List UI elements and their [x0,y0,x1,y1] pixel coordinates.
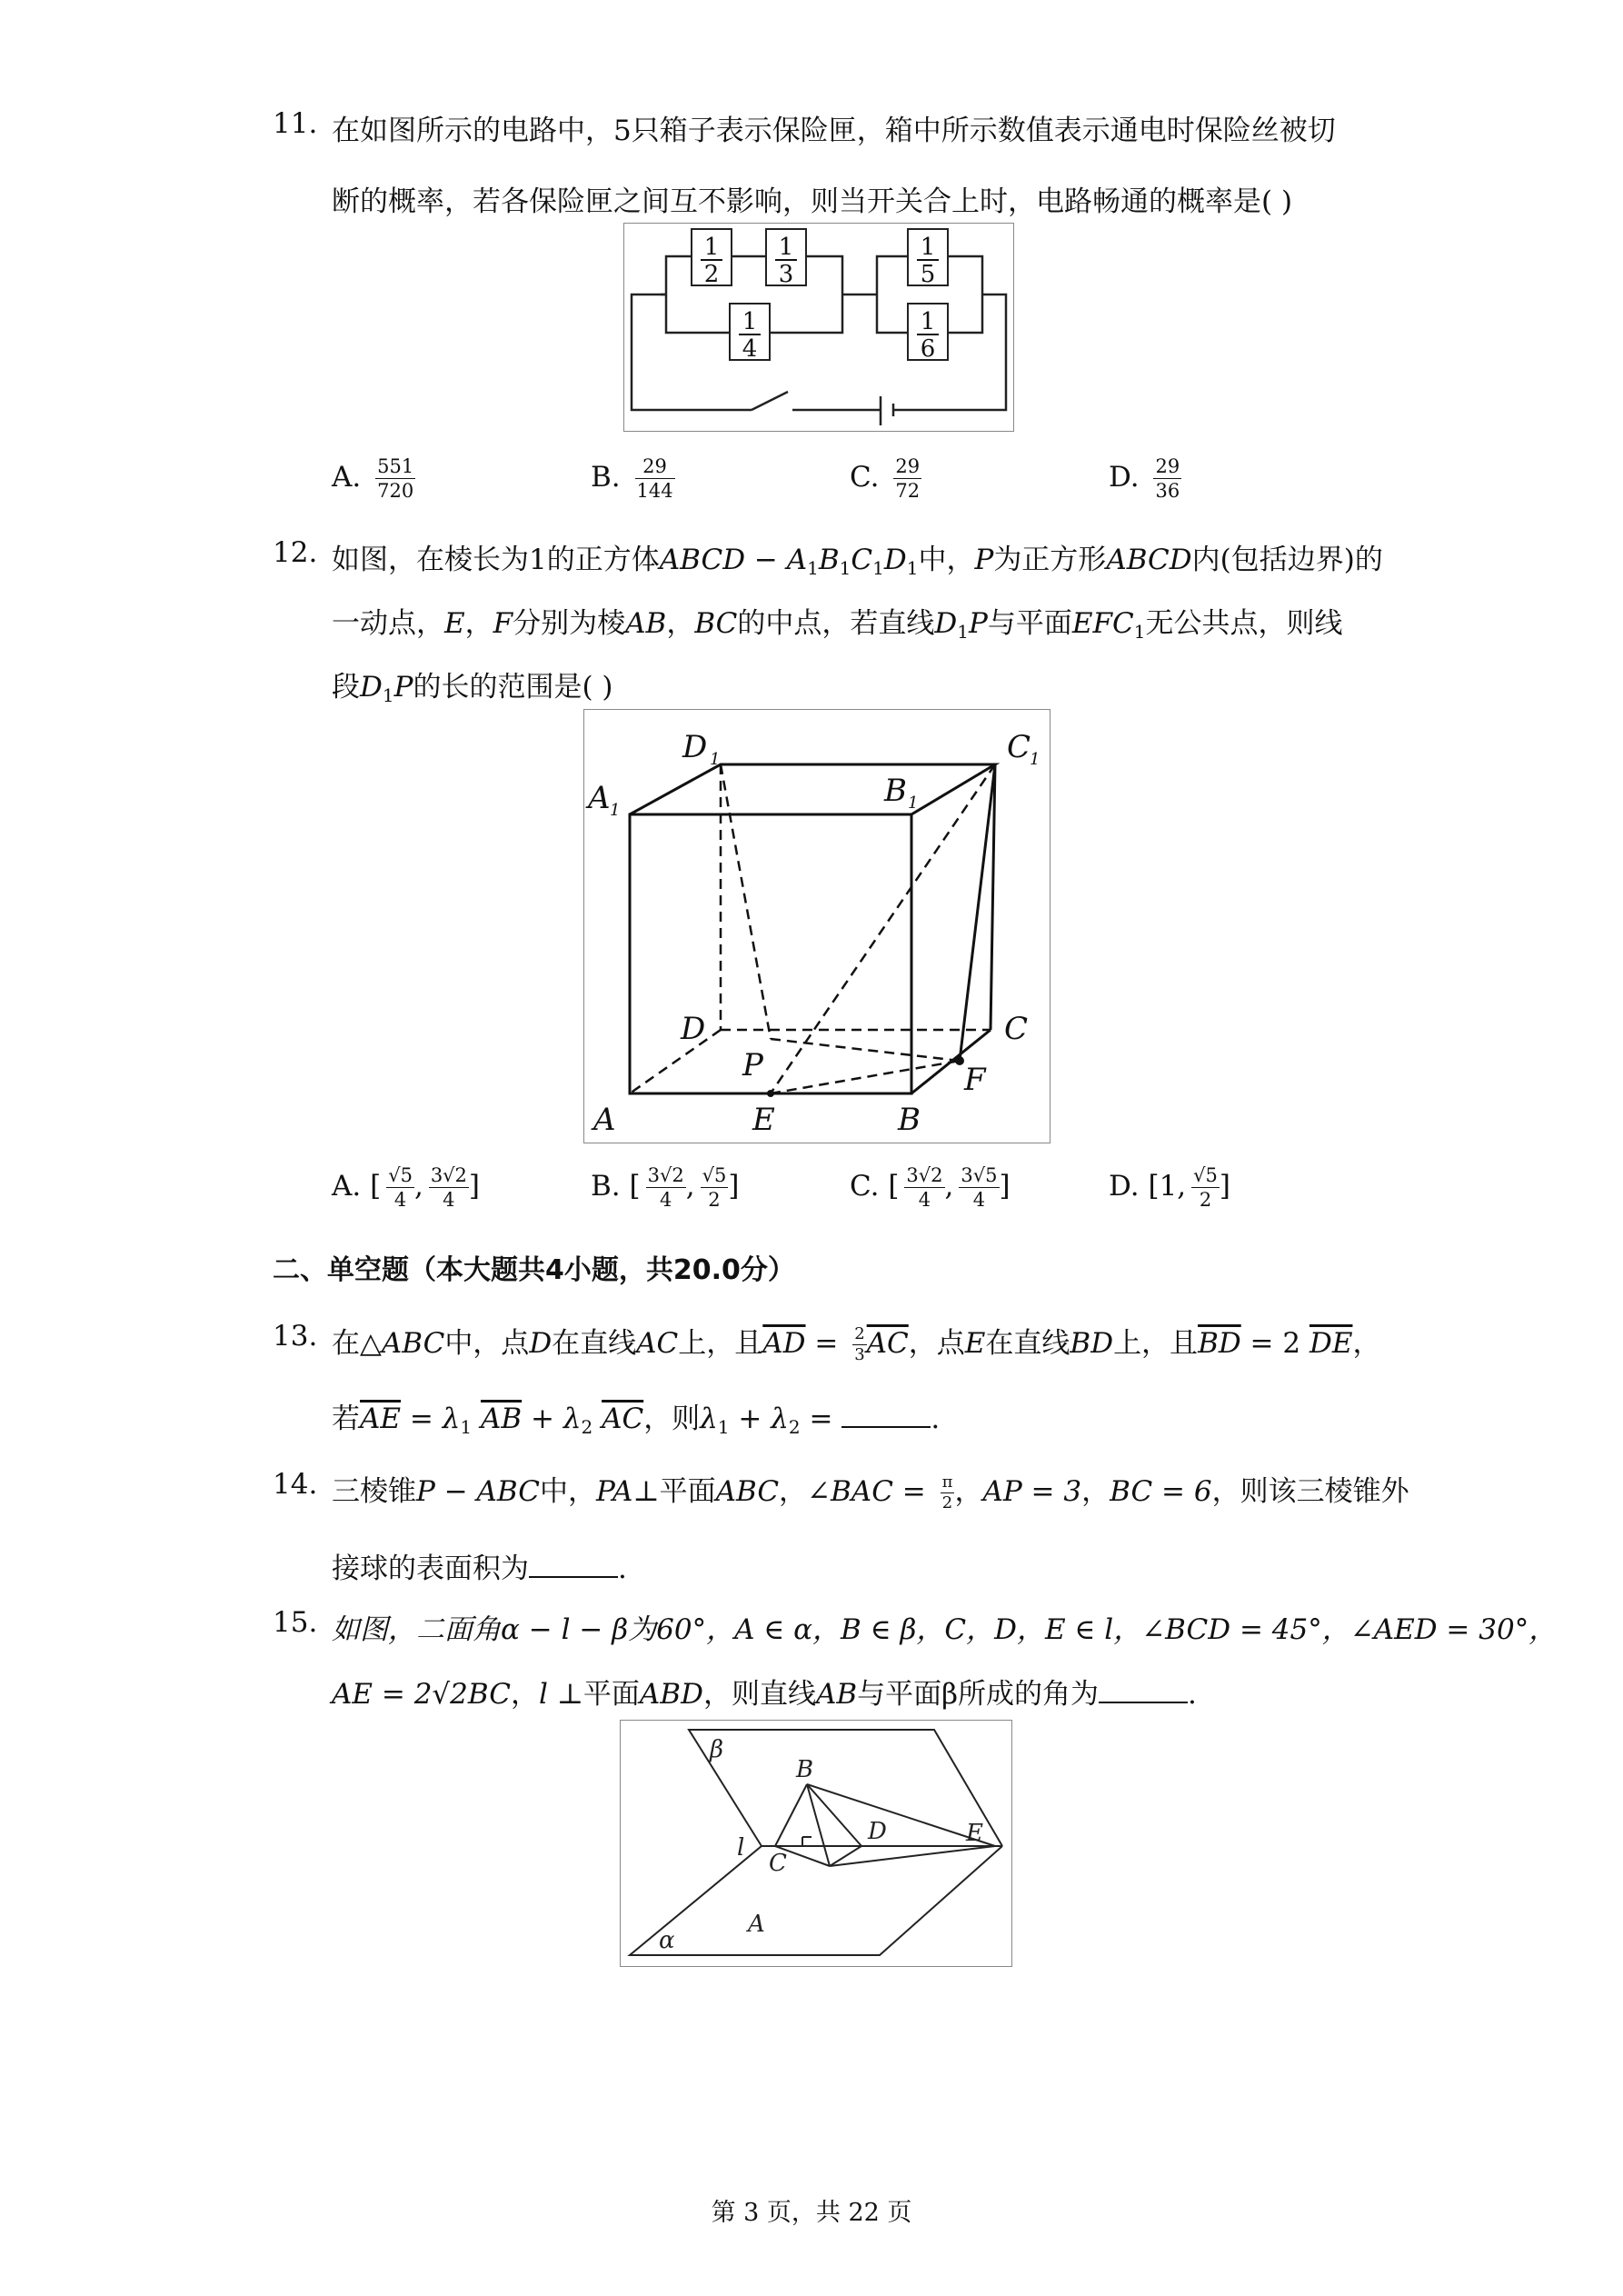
q15-label-c: C [769,1850,787,1877]
q12-label-c1-sub: 1 [1030,750,1041,769]
q11-option-c[interactable] [850,454,921,503]
q12-option-a-hi-den: 4 [443,1189,455,1211]
q12-option-b-lo-num: 3√2 [647,1164,684,1186]
q12-label-e: E [752,1102,775,1138]
q13-line2-b: ，则 [643,1403,701,1435]
q12-option-c-label: C. [850,1170,880,1203]
q12-label-p: P [742,1047,763,1083]
q13-line1-g: 上，且 [1113,1327,1199,1360]
q12-option-b-label: B. [591,1170,621,1203]
q11-box4-num: 1 [920,234,936,261]
q12-line2-b: 分别为棱 [513,607,626,640]
q11-option-a-num: 551 [377,455,414,477]
q12-line3-a: 段 [332,671,360,704]
page-footer: 第 3 页，共 22 页 [711,2199,912,2227]
q15-label-d: D [868,1818,887,1845]
q14-line2-text: 接球的表面积为 [332,1552,529,1585]
q12-option-a-hi-num: 3√2 [430,1164,467,1186]
q15-line2-b: ， [510,1678,539,1711]
q15-line2-d: ⊥平面 [547,1678,640,1711]
q14-line1-e: ， [954,1475,983,1508]
q14-line1-d: ，∠ [779,1475,831,1508]
q12-label-c1: C [1007,729,1031,765]
q11-box5-num: 1 [920,308,936,335]
q12-label-c: C [1004,1011,1029,1047]
q11-box3-num: 1 [742,308,758,335]
q14-line1: 三棱锥P − ABC中，PA⊥平面ABC，∠BAC = $\frac{\pi}{2}$ ，AP = 3，BC = 6，则该三棱锥外 [332,1472,1409,1512]
q12-option-a[interactable]: A. [ $\frac{√5}{4}$ , $\frac{3√2}{4}$ ] [332,1164,481,1211]
q11-option-c-label: C. [850,461,880,494]
q12-option-c[interactable]: C. [ $\frac{3√2}{4}$ , $\frac{3√5}{4}$ ] [850,1164,1011,1211]
q12-label-d1: D [682,729,708,765]
q12-option-b-hi-den: 2 [708,1189,721,1211]
q13-line1: 在△ABC中，点D在直线AC上，且$\overline{AD}$ = $\frac{2}{3}$ $\overline{AC}$，点E在直线BD上，且$\overline{BD} = 2$ $\overline{DE}$， [332,1324,1381,1364]
q12-label-a: A [593,1102,616,1138]
q13-line1-b: 中，点 [444,1327,530,1360]
q15-line2-a: AE = 2√2BC [332,1678,511,1711]
q12-cube-figure [583,709,1050,1143]
q12-option-c-lo-den: 4 [918,1189,931,1211]
section-heading: 二、单空题（本大题共4小题，共20.0分） [273,1254,795,1286]
q13-line1-a: 在△ [332,1327,382,1360]
q11-box3-den: 4 [742,335,758,363]
q12-label-a1-sub: 1 [610,801,621,820]
q14-line1-c: ⊥平面 [632,1475,716,1508]
q11-option-d-num: 29 [1155,455,1180,477]
q15-label-e: E [966,1820,983,1847]
q11-box1-num: 1 [703,234,720,261]
q14-bc: BC = 6 [1110,1475,1212,1508]
q15-answer-blank[interactable] [1099,1678,1188,1703]
q15-line2-c: l [538,1678,548,1711]
q11-box1-den: 2 [703,261,720,288]
q12-line1-d: 内(包括边界)的 [1191,544,1383,576]
q11-box2-den: 3 [778,261,794,288]
q12-option-b-lo-den: 4 [659,1189,672,1211]
q14-line1-g: ，则该三棱锥外 [1211,1475,1409,1508]
q12-option-d-hi-den: 2 [1199,1189,1212,1211]
q12-line1: 如图，在棱长为1的正方体ABCD − $A_1B_1C_1D_1$中，P为正方形ABCD内(包括边界)的 [332,544,1383,579]
q12-line1-b: 中， [918,544,975,576]
q12-label-b1-sub: 1 [908,794,919,813]
q12-label-d: D [681,1011,706,1047]
q11-box4-den: 5 [920,261,936,288]
q12-option-d-label: D. [1109,1170,1140,1203]
q15-label-a: A [748,1911,765,1938]
q15-label-alpha: α [659,1927,675,1954]
q11-option-d-label: D. [1109,461,1140,494]
q13-line2-a: 若 [332,1403,360,1435]
q15-number: 15. [273,1606,318,1639]
q11-circuit-figure [623,223,1014,432]
q12-line2: 一动点，E，F分别为棱AB，BC的中点，若直线$D_1P$与平面$EFC_1$无公共点，则线 [332,607,1343,643]
q12-line2-c: 的中点，若直线 [737,607,935,640]
q12-option-a-lo-num: √5 [388,1164,413,1186]
q11-option-b-num: 29 [635,454,675,479]
q12-option-d-hi-num: √5 [1193,1164,1218,1186]
q15-line2: AE = 2√2BC，l ⊥平面ABD，则直线AB与平面β所成的角为 . [332,1678,1197,1711]
q13-answer-blank[interactable] [841,1403,931,1428]
q12-line1-a: 如图，在棱长为1的正方体 [332,544,660,576]
q11-number: 11. [273,107,318,140]
q11-option-b-label: B. [591,461,621,494]
q14-line1-b: 中， [540,1475,597,1508]
q12-line2-d: 与平面 [987,607,1072,640]
q13-line2-c: = [800,1403,842,1435]
q11-line1: 在如图所示的电路中，5只箱子表示保险匣，箱中所示数值表示通电时保险丝被切 [332,115,1336,147]
q11-option-c-num: 29 [895,455,921,477]
q12-option-a-lo-den: 4 [393,1189,407,1211]
q14-answer-blank[interactable] [529,1552,618,1578]
q12-label-f: F [964,1062,986,1098]
q13-line1-d: 上，且 [678,1327,763,1360]
q11-option-c-den: 72 [895,480,921,502]
q14-line1-a: 三棱锥 [332,1475,416,1508]
q11-option-a-label: A. [332,461,362,494]
q11-box2-num: 1 [778,234,794,261]
q12-option-a-label: A. [332,1170,362,1203]
q13-frac-num: 2 [854,1324,865,1343]
q14-ap: AP = 3 [982,1475,1082,1508]
q15-line2-e: ABD [639,1678,703,1711]
q15-label-beta: β [710,1736,724,1763]
q12-option-d[interactable]: D. [1, $\frac{√5}{2}$ ] [1109,1164,1230,1211]
q13-line1-f: 在直线 [985,1327,1070,1360]
q12-option-c-hi-num: 3√5 [961,1164,998,1186]
q13-line1-e: ，点 [908,1327,965,1360]
q15-dihedral-figure [620,1720,1012,1967]
q12-line3-b: 的长的范围是( ) [413,671,613,704]
q11-option-b[interactable] [591,454,675,503]
q12-option-d-lo: 1, [1159,1170,1187,1203]
q12-line3: 段$D_1P$的长的范围是( ) [332,671,613,706]
q12-label-a1: A [588,780,611,816]
q14-line1-f: ， [1081,1475,1110,1508]
q11-option-a[interactable] [332,454,415,503]
q11-line2: 断的概率，若各保险匣之间互不影响，则当开关合上时，电路畅通的概率是( ) [332,185,1293,218]
q12-option-b-hi-num: √5 [702,1164,727,1186]
q15-line2-g: AB [815,1678,858,1711]
q12-label-d1-sub: 1 [710,750,721,769]
q11-option-b-den: 144 [636,480,673,502]
q13-number: 13. [273,1320,318,1353]
q15-label-b: B [796,1756,814,1783]
q13-frac-den: 3 [854,1345,865,1364]
q12-label-b1: B [884,773,907,809]
q14-number: 14. [273,1468,318,1501]
q12-line2-e: 无公共点，则线 [1145,607,1343,640]
q15-line1: 如图，二面角α − l − β为60°，A ∈ α，B ∈ β，C，D，E ∈ l，∠BCD = 45°，∠AED = 30°， [332,1613,1558,1646]
q12-option-c-lo-num: 3√2 [906,1164,943,1186]
q15-line2-h: 与平面β所成的角为 [857,1678,1100,1711]
q11-option-a-den: 720 [377,480,414,502]
q12-line1-c: 为正方形 [993,544,1107,576]
q13-line1-c: 在直线 [552,1327,637,1360]
q14-line2: 接球的表面积为 . [332,1552,627,1585]
q12-option-b[interactable]: B. [ $\frac{3√2}{4}$ , $\frac{√5}{2}$ ] [591,1164,740,1211]
q15-line2-f: ，则直线 [702,1678,816,1711]
q11-option-d[interactable] [1109,454,1181,503]
q14-pi-num: π [941,1472,953,1492]
q15-label-l: l [737,1834,745,1862]
q14-pi-den: 2 [941,1493,953,1512]
q12-line2-a: 一动点， [332,607,444,640]
q13-line2: 若$\overline{AE} = \lambda_1$ $\overline{AB} + \lambda_2$ $\overline{AC}$，则$\lambda_1 + \lambda_2$ = . [332,1403,941,1438]
q11-box5-den: 6 [920,335,936,363]
q11-option-d-den: 36 [1155,480,1180,502]
q12-option-c-hi-den: 4 [972,1189,986,1211]
q12-label-b: B [898,1102,921,1138]
q12-number: 12. [273,536,318,569]
